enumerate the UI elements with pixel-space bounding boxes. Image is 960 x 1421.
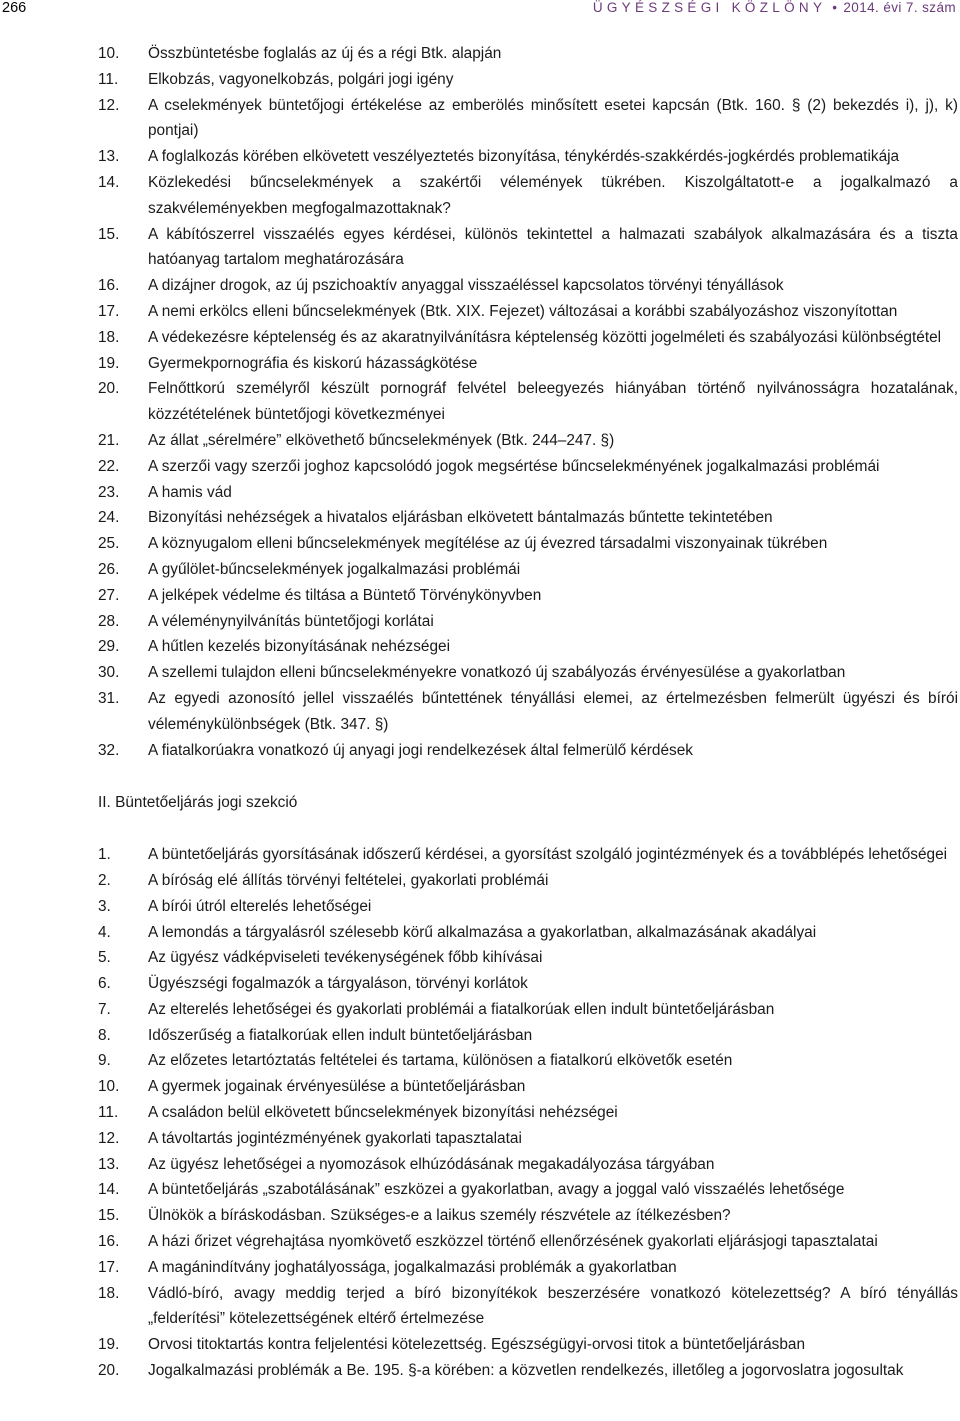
- list-item: [98, 997, 958, 1023]
- list-item: [98, 738, 958, 764]
- item-text: A távoltartás jogintézményének gyakorlati tapasztalatai: [148, 1129, 522, 1147]
- item-number: 16.: [98, 277, 120, 295]
- item-number: 1.: [98, 846, 111, 864]
- item-number: 18.: [98, 1284, 120, 1302]
- item-text: A cselekmények büntetőjogi értékelése az emberölés minősített esetei kapcsán (Btk. 160. § (2) bekezdés i), j), k) pontjai): [148, 96, 958, 140]
- list-item: [98, 1203, 958, 1229]
- item-number: 17.: [98, 1258, 120, 1276]
- item-number: 13.: [98, 148, 120, 166]
- list-item: [98, 583, 958, 609]
- item-number: 9.: [98, 1052, 111, 1070]
- page-header: [0, 0, 960, 20]
- item-text: Gyermekpornográfia és kiskorú házasságkötése: [148, 354, 478, 372]
- item-text: A bírói útról elterelés lehetőségei: [148, 897, 372, 915]
- item-text: A családon belül elkövetett bűncselekmények bizonyítási nehézségei: [148, 1104, 618, 1122]
- item-number: 27.: [98, 586, 120, 604]
- item-text: A hűtlen kezelés bizonyításának nehézségei: [148, 638, 451, 656]
- item-number: 12.: [98, 96, 120, 114]
- topic-list-criminal-procedure: [98, 842, 958, 1384]
- item-number: 4.: [98, 923, 111, 941]
- list-item: [98, 1152, 958, 1178]
- list-item: [98, 325, 958, 351]
- item-text: Az állat „sérelmére” elkövethető bűncselekmények (Btk. 244–247. §): [148, 431, 615, 449]
- list-item: [98, 1177, 958, 1203]
- item-text: Az egyedi azonosító jellel visszaélés bűntettének tényállási elemei, az értelmezésben felmerült ügyészi és bírói véleménykülönbségek (Btk. 347. §): [148, 689, 958, 733]
- item-number: 28.: [98, 612, 120, 630]
- item-text: A véleménynyilvánítás büntetőjogi korlátai: [148, 612, 434, 630]
- list-item: [98, 1229, 958, 1255]
- item-text: A bíróság elé állítás törvényi feltételei, gyakorlati problémái: [148, 871, 549, 889]
- topic-list-criminal-law: [98, 41, 958, 763]
- item-number: 20.: [98, 380, 120, 398]
- list-item: [98, 93, 958, 145]
- list-item: [98, 480, 958, 506]
- item-text: A fiatalkorúakra vonatkozó új anyagi jogi rendelkezések által felmerülő kérdések: [148, 741, 693, 759]
- list-item: [98, 144, 958, 170]
- item-number: 3.: [98, 897, 111, 915]
- list-item: [98, 1281, 958, 1333]
- item-text: Vádló-bíró, avagy meddig terjed a bíró bizonyítékok beszerzésére vonatkozó kötelezettség? A bíró tényállás „felderítési” kötelezettségének eltérő értelmezése: [148, 1284, 958, 1328]
- item-number: 31.: [98, 689, 120, 707]
- item-text: Felnőttkorú személyről készült pornográf felvétel beleegyezés hiányában történő nyilvánosságra hozatalának, közzétételének büntetőjogi következményei: [148, 380, 958, 424]
- item-text: Az ügyész vádképviseleti tevékenységének főbb kihívásai: [148, 949, 543, 967]
- item-number: 16.: [98, 1233, 120, 1251]
- list-item: [98, 1048, 958, 1074]
- item-text: Az előzetes letartóztatás feltételei és tartama, különösen a fiatalkorú elkövetők esetén: [148, 1052, 733, 1070]
- item-text: A magánindítvány joghatályossága, jogalkalmazási problémák a gyakorlatban: [148, 1258, 677, 1276]
- list-item: [98, 222, 958, 274]
- item-number: 23.: [98, 483, 120, 501]
- item-number: 15.: [98, 225, 120, 243]
- list-item: [98, 868, 958, 894]
- item-number: 11.: [98, 70, 119, 88]
- list-item: [98, 67, 958, 93]
- list-item: [98, 557, 958, 583]
- separator-dot: •: [832, 0, 838, 15]
- item-number: 14.: [98, 173, 120, 191]
- item-text: A hamis vád: [148, 483, 232, 501]
- item-number: 26.: [98, 560, 120, 578]
- item-text: Orvosi titoktartás kontra feljelentési kötelezettség. Egészségügyi-orvosi titok a büntetőeljárásban: [148, 1336, 806, 1354]
- list-item: [98, 1023, 958, 1049]
- list-item: [98, 1100, 958, 1126]
- list-item: [98, 299, 958, 325]
- item-text: A büntetőeljárás gyorsításának időszerű kérdései, a gyorsítást szolgáló jogintézmények és a továbblépés lehetőségei: [148, 846, 948, 864]
- item-number: 29.: [98, 638, 120, 656]
- item-number: 24.: [98, 509, 120, 527]
- item-text: A nemi erkölcs elleni bűncselekmények (Btk. XIX. Fejezet) változásai a korábbi szabályozáshoz viszonyítottan: [148, 302, 898, 320]
- list-item: [98, 609, 958, 635]
- item-text: A köznyugalom elleni bűncselekmények megítélése az új évezred társadalmi viszonyainak tükrében: [148, 535, 828, 553]
- item-text: A házi őrizet végrehajtása nyomkövető eszközzel történő ellenőrzésének gyakorlati eljárásjogi tapasztalatai: [148, 1233, 878, 1251]
- item-text: A foglalkozás körében elkövetett veszélyeztetés bizonyítása, ténykérdés-szakkérdés-jogkérdés problematikája: [148, 148, 900, 166]
- section-title: II. Büntetőeljárás jogi szekció: [98, 794, 298, 812]
- item-number: 22.: [98, 457, 120, 475]
- list-item: [98, 505, 958, 531]
- item-number: 19.: [98, 354, 120, 372]
- item-text: A gyermek jogainak érvényesülése a büntetőeljárásban: [148, 1078, 526, 1096]
- item-text: Ülnökök a bíráskodásban. Szükséges-e a laikus személy részvétele az ítélkezésben?: [148, 1207, 731, 1225]
- item-number: 7.: [98, 1000, 111, 1018]
- item-text: Időszerűség a fiatalkorúak ellen indult büntetőeljárásban: [148, 1026, 533, 1044]
- item-number: 10.: [98, 1078, 120, 1096]
- item-number: 20.: [98, 1362, 120, 1380]
- item-text: A szerzői vagy szerzői joghoz kapcsolódó jogok megsértése bűncselekményének jogalkalmazási problémái: [148, 457, 880, 475]
- item-number: 25.: [98, 535, 120, 553]
- list-item: [98, 1332, 958, 1358]
- item-number: 6.: [98, 975, 111, 993]
- item-text: A védekezésre képtelenség és az akaratnyilvánításra képtelenség közötti jogelméleti és szabályozási különbségtétel: [148, 328, 942, 346]
- item-text: Bizonyítási nehézségek a hivatalos eljárásban elkövetett bántalmazás bűntette tekintetében: [148, 509, 773, 527]
- list-item: [98, 945, 958, 971]
- item-number: 11.: [98, 1104, 119, 1122]
- list-item: [98, 273, 958, 299]
- item-text: Az elterelés lehetőségei és gyakorlati problémái a fiatalkorúak ellen indult büntetőeljárásban: [148, 1000, 775, 1018]
- item-number: 12.: [98, 1129, 120, 1147]
- item-number: 14.: [98, 1181, 120, 1199]
- issue-label: 2014. évi 7. szám: [843, 0, 956, 15]
- item-text: A gyűlölet-bűncselekmények jogalkalmazási problémái: [148, 560, 521, 578]
- journal-title: ÜGYÉSZSÉGI KÖZLÖNY: [592, 0, 827, 15]
- item-number: 8.: [98, 1026, 111, 1044]
- item-text: Elkobzás, vagyonelkobzás, polgári jogi igény: [148, 70, 454, 88]
- item-text: A büntetőeljárás „szabotálásának” eszközei a gyakorlatban, avagy a joggal való visszaélés lehetősége: [148, 1181, 845, 1199]
- list-item: [98, 1074, 958, 1100]
- item-text: Jogalkalmazási problémák a Be. 195. §-a körében: a közvetlen rendelkezés, illetőleg a jogorvoslatra jogosultak: [148, 1362, 904, 1380]
- item-number: 30.: [98, 664, 120, 682]
- list-item: [98, 1126, 958, 1152]
- running-head: [593, 0, 956, 15]
- item-text: A jelképek védelme és tiltása a Büntető Törvénykönyvben: [148, 586, 542, 604]
- item-number: 13.: [98, 1155, 120, 1173]
- item-number: 18.: [98, 328, 120, 346]
- item-text: A lemondás a tárgyalásról szélesebb körű alkalmazása a gyakorlatban, alkalmazásának akadályai: [148, 923, 817, 941]
- item-number: 32.: [98, 741, 120, 759]
- item-number: 21.: [98, 431, 120, 449]
- list-item: [98, 634, 958, 660]
- item-number: 15.: [98, 1207, 120, 1225]
- list-item: [98, 660, 958, 686]
- item-number: 17.: [98, 302, 120, 320]
- item-number: 5.: [98, 949, 111, 967]
- list-item: [98, 1255, 958, 1281]
- item-text: Az ügyész lehetőségei a nyomozások elhúzódásának megakadályozása tárgyában: [148, 1155, 715, 1173]
- list-item: [98, 920, 958, 946]
- list-item: [98, 842, 958, 868]
- item-text: Összbüntetésbe foglalás az új és a régi Btk. alapján: [148, 45, 502, 62]
- item-number: 10.: [98, 45, 120, 62]
- list-item: [98, 41, 958, 67]
- list-item: [98, 971, 958, 997]
- list-item: [98, 531, 958, 557]
- item-text: Közlekedési bűncselekmények a szakértői vélemények tükrében. Kiszolgáltatott-e a jogalkalmazó a szakvéleményekben megfogalmazottaknak?: [148, 173, 958, 217]
- item-number: 2.: [98, 871, 111, 889]
- list-item: [98, 686, 958, 738]
- list-item: [98, 894, 958, 920]
- list-item: [98, 170, 958, 222]
- item-text: A kábítószerrel visszaélés egyes kérdései, különös tekintettel a halmazati szabályok alkalmazására és a tiszta hatóanyag tartalom meghatározására: [148, 225, 958, 269]
- list-item: [98, 351, 958, 377]
- item-text: Ügyészségi fogalmazók a tárgyaláson, törvényi korlátok: [148, 975, 528, 993]
- page-number: 266: [2, 0, 27, 16]
- list-item: [98, 454, 958, 480]
- list-item: [98, 428, 958, 454]
- item-text: A dizájner drogok, az új pszichoaktív anyaggal visszaéléssel kapcsolatos törvényi tényállások: [148, 277, 784, 295]
- item-number: 19.: [98, 1336, 120, 1354]
- page-content: [98, 41, 958, 1384]
- item-text: A szellemi tulajdon elleni bűncselekményekre vonatkozó új szabályozás érvényesülése a gyakorlatban: [148, 664, 846, 682]
- list-item: [98, 376, 958, 428]
- list-item: [98, 1358, 958, 1384]
